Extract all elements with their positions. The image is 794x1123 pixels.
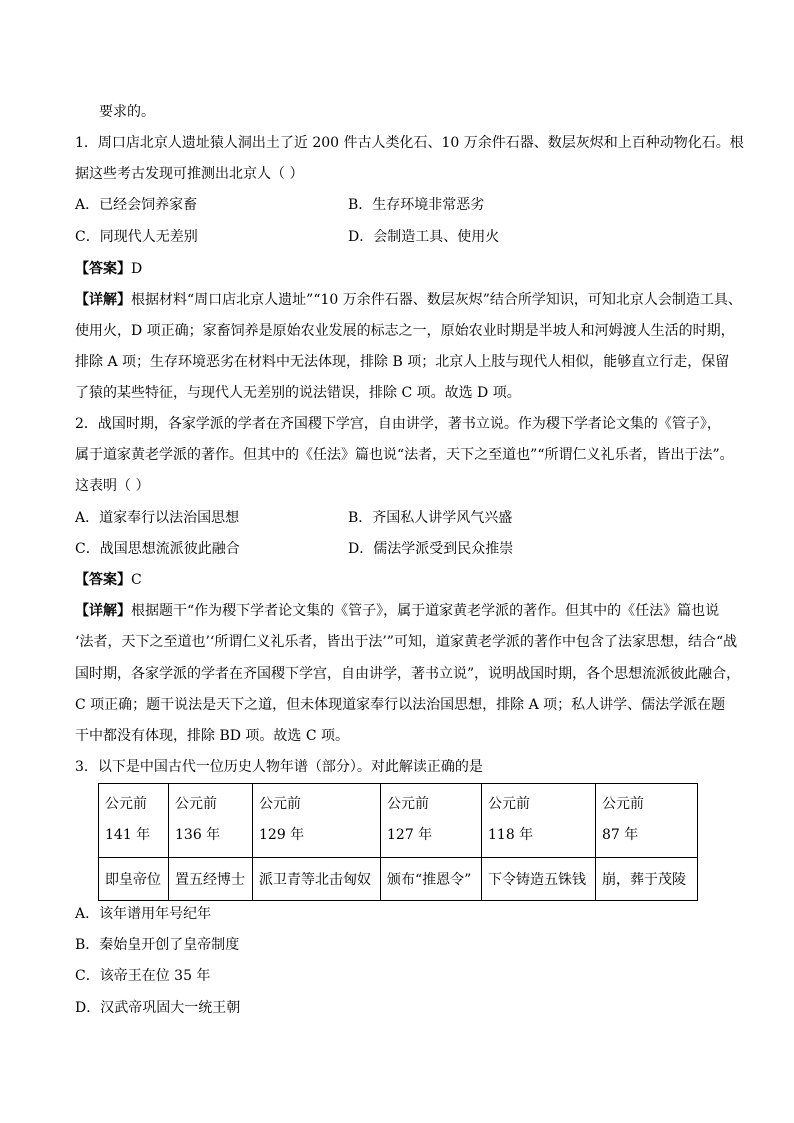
q2-detail-line-4: C 项正确；题干说法是天下之道，但未体现道家奉行以法治国思想，排除 A 项；私人讲学、儒法学派在题 (75, 697, 726, 713)
year-cell: 公元前 87 年 (596, 784, 698, 858)
q2-detail-line-5: 干中都没有体现，排除 BD 项。故选 C 项。 (75, 728, 350, 744)
q1-answer-value: D (131, 261, 143, 277)
q1-detail-line-4: 了猿的某些特征，与现代人无差别的说法错误，排除 C 项。故选 D 项。 (75, 385, 521, 401)
year-cell: 公元前 141 年 (99, 784, 169, 858)
q1-detail-text-1: 根据材料“周口店北京人遗址”“10 万余件石器、数层灰烬”结合所学知识，可知北京人会制造工具、 (131, 292, 742, 308)
q1-option-b: B．生存环境非常恶劣 (348, 197, 485, 213)
q3-option-a: A．该年谱用年号纪年 (75, 906, 212, 922)
q1-options-row-1 (75, 190, 723, 221)
q1-detail-line-2: 使用火，D 项正确；家畜饲养是原始农业发展的标志之一，原始农业时期是半坡人和河姆渡人生活的时期， (75, 323, 735, 339)
q2-detail-label: 【详解】 (75, 603, 131, 619)
q3-option-b: B．秦始皇开创了皇帝制度 (75, 937, 240, 953)
q3-option-d: D．汉武帝巩固大一统王朝 (75, 1000, 241, 1016)
q1-answer (75, 254, 723, 285)
q1-option-a: A．已经会饲养家畜 (75, 197, 198, 213)
q3-option-c: C．该帝王在位 35 年 (75, 968, 211, 984)
intro-tail: 要求的。 (99, 104, 155, 120)
q2-options-row-1 (75, 503, 723, 534)
q1-detail-line-3: 排除 A 项；生存环境恶劣在材料中无法体现，排除 B 项；北京人上肢与现代人相似，能够直立行走，保留 (75, 354, 730, 370)
q2-answer-value: C (131, 572, 142, 588)
q2-option-d: D．儒法学派受到民众推崇 (348, 541, 514, 557)
q2-answer-label: 【答案】 (75, 572, 131, 588)
chronology-event-row (99, 858, 698, 901)
q2-stem-line-2: 属于道家黄老学派的著作。但其中的《任法》篇也说“法者，天下之至道也”“所谓仁义礼乐者，皆出于法”。 (75, 447, 734, 463)
chronology-year-row (99, 784, 698, 858)
event-cell: 下令铸造五铢钱 (482, 858, 596, 901)
event-cell: 派卫青等北击匈奴 (253, 858, 381, 901)
year-cell: 公元前 127 年 (381, 784, 482, 858)
q2-detail-line-1 (75, 596, 723, 627)
year-cell: 公元前 136 年 (169, 784, 253, 858)
event-cell: 即皇帝位 (99, 858, 169, 901)
q1-option-c: C．同现代人无差别 (75, 229, 198, 245)
chronology-table (98, 783, 698, 901)
q2-options-row-2 (75, 534, 723, 565)
event-cell: 颁布“推恩令” (381, 858, 482, 901)
q1-stem-line-2: 据这些考古发现可推测出北京人（ ） (75, 166, 304, 182)
q1-answer-label: 【答案】 (75, 261, 131, 277)
q1-detail-label: 【详解】 (75, 292, 131, 308)
event-cell: 置五经博士 (169, 858, 253, 901)
q2-stem-line-3: 这表明（ ） (75, 478, 150, 494)
year-cell: 公元前 129 年 (253, 784, 381, 858)
q2-detail-text-1: 根据题干“作为稷下学者论文集的《管子》，属于道家黄老学派的著作。但其中的《任法》篇也说 (131, 603, 720, 619)
q2-stem-line-1: 2．战国时期，各家学派的学者在齐国稷下学宫，自由讲学，著书立说。作为稷下学者论文集的《管子》， (75, 416, 721, 432)
q1-options-row-2 (75, 222, 723, 253)
q1-stem-line-1: 1．周口店北京人遗址猿人洞出土了近 200 件古人类化石、10 万余件石器、数层灰烬和上百种动物化石。根 (75, 135, 744, 151)
q2-option-b: B．齐国私人讲学风气兴盛 (348, 510, 513, 526)
q2-detail-line-3: 国时期，各家学派的学者在齐国稷下学宫，自由讲学，著书立说”，说明战国时期，各个思想流派彼此融合， (75, 666, 741, 682)
q2-answer (75, 565, 723, 596)
event-cell: 崩，葬于茂陵 (596, 858, 698, 901)
q1-option-d: D．会制造工具、使用火 (348, 229, 500, 245)
year-cell: 公元前 118 年 (482, 784, 596, 858)
q2-option-a: A．道家奉行以法治国思想 (75, 510, 240, 526)
q3-stem-line-1: 3．以下是中国古代一位历史人物年谱（部分）。对此解读正确的是 (75, 759, 483, 775)
q2-option-c: C．战国思想流派彼此融合 (75, 541, 240, 557)
q2-detail-line-2: ‘法者，天下之至道也’‘所谓仁义礼乐者，皆出于法’”可知，道家黄老学派的著作中包含了法家思想，结合“战 (75, 634, 738, 650)
q1-detail-line-1 (75, 285, 742, 316)
